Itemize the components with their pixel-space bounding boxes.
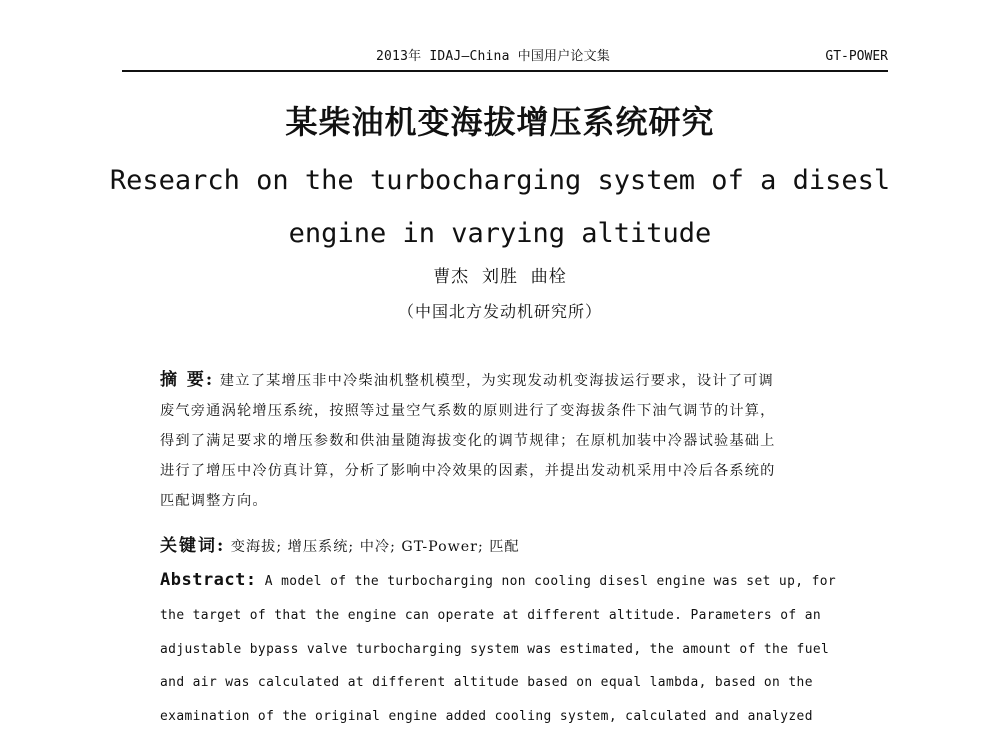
abstract-chinese-label: 摘 要:: [160, 370, 215, 390]
affiliation: （中国北方发动机研究所）: [397, 302, 602, 321]
header-proceedings-title: 2013年 IDAJ—China 中国用户论文集: [376, 49, 611, 64]
paper-title-english-line-2: engine in varying altitude: [288, 218, 712, 249]
abstract-chinese-line: [160, 365, 850, 396]
abstract-english: [160, 564, 854, 734]
header-software-name: GT-POWER: [825, 49, 888, 64]
abstract-chinese-line: 废气旁通涡轮增压系统，按照等过量空气系数的原则进行了变海拔条件下油气调节的计算，: [160, 403, 776, 419]
keywords-label: 关键词:: [160, 536, 226, 556]
abstract-chinese-line: 得到了满足要求的增压参数和供油量随海拔变化的调节规律；在原机加装中冷器试验基础上: [160, 433, 776, 449]
running-header: [122, 48, 888, 72]
abstract-english-line: adjustable bypass valve turbocharging system was estimated, the amount of the fuel: [160, 641, 830, 657]
abstract-english-line: examination of the original engine added cooling system, calculated and analyzed: [160, 709, 813, 725]
abstract-chinese-text: 建立了某增压非中冷柴油机整机模型，为实现发动机变海拔运行要求，设计了可调: [219, 373, 774, 389]
authors: 曹杰 刘胜 曲栓: [433, 267, 567, 287]
keywords: [160, 532, 850, 561]
abstract-chinese-line: 匹配调整方向。: [160, 493, 268, 509]
abstract-chinese: [160, 365, 850, 516]
keywords-text: 变海拔; 增压系统; 中冷; GT-Power; 匹配: [230, 539, 520, 555]
paper-title-english-line-1: Research on the turbocharging system of a disesl: [109, 165, 891, 196]
abstract-chinese-line: 进行了增压中冷仿真计算，分析了影响中冷效果的因素，并提出发动机采用中冷后各系统的: [160, 463, 776, 479]
paper-title-chinese: 某柴油机变海拔增压系统研究: [285, 103, 715, 141]
abstract-english-line: [160, 564, 854, 599]
abstract-english-line: the target of that the engine can operate at different altitude. Parameters of an: [160, 607, 822, 623]
abstract-english-text: A model of the turbocharging non cooling disesl engine was set up, for: [264, 574, 837, 589]
abstract-english-line: and air was calculated at different altitude based on equal lambda, based on the: [160, 675, 813, 691]
abstract-english-label: Abstract:: [160, 570, 257, 590]
